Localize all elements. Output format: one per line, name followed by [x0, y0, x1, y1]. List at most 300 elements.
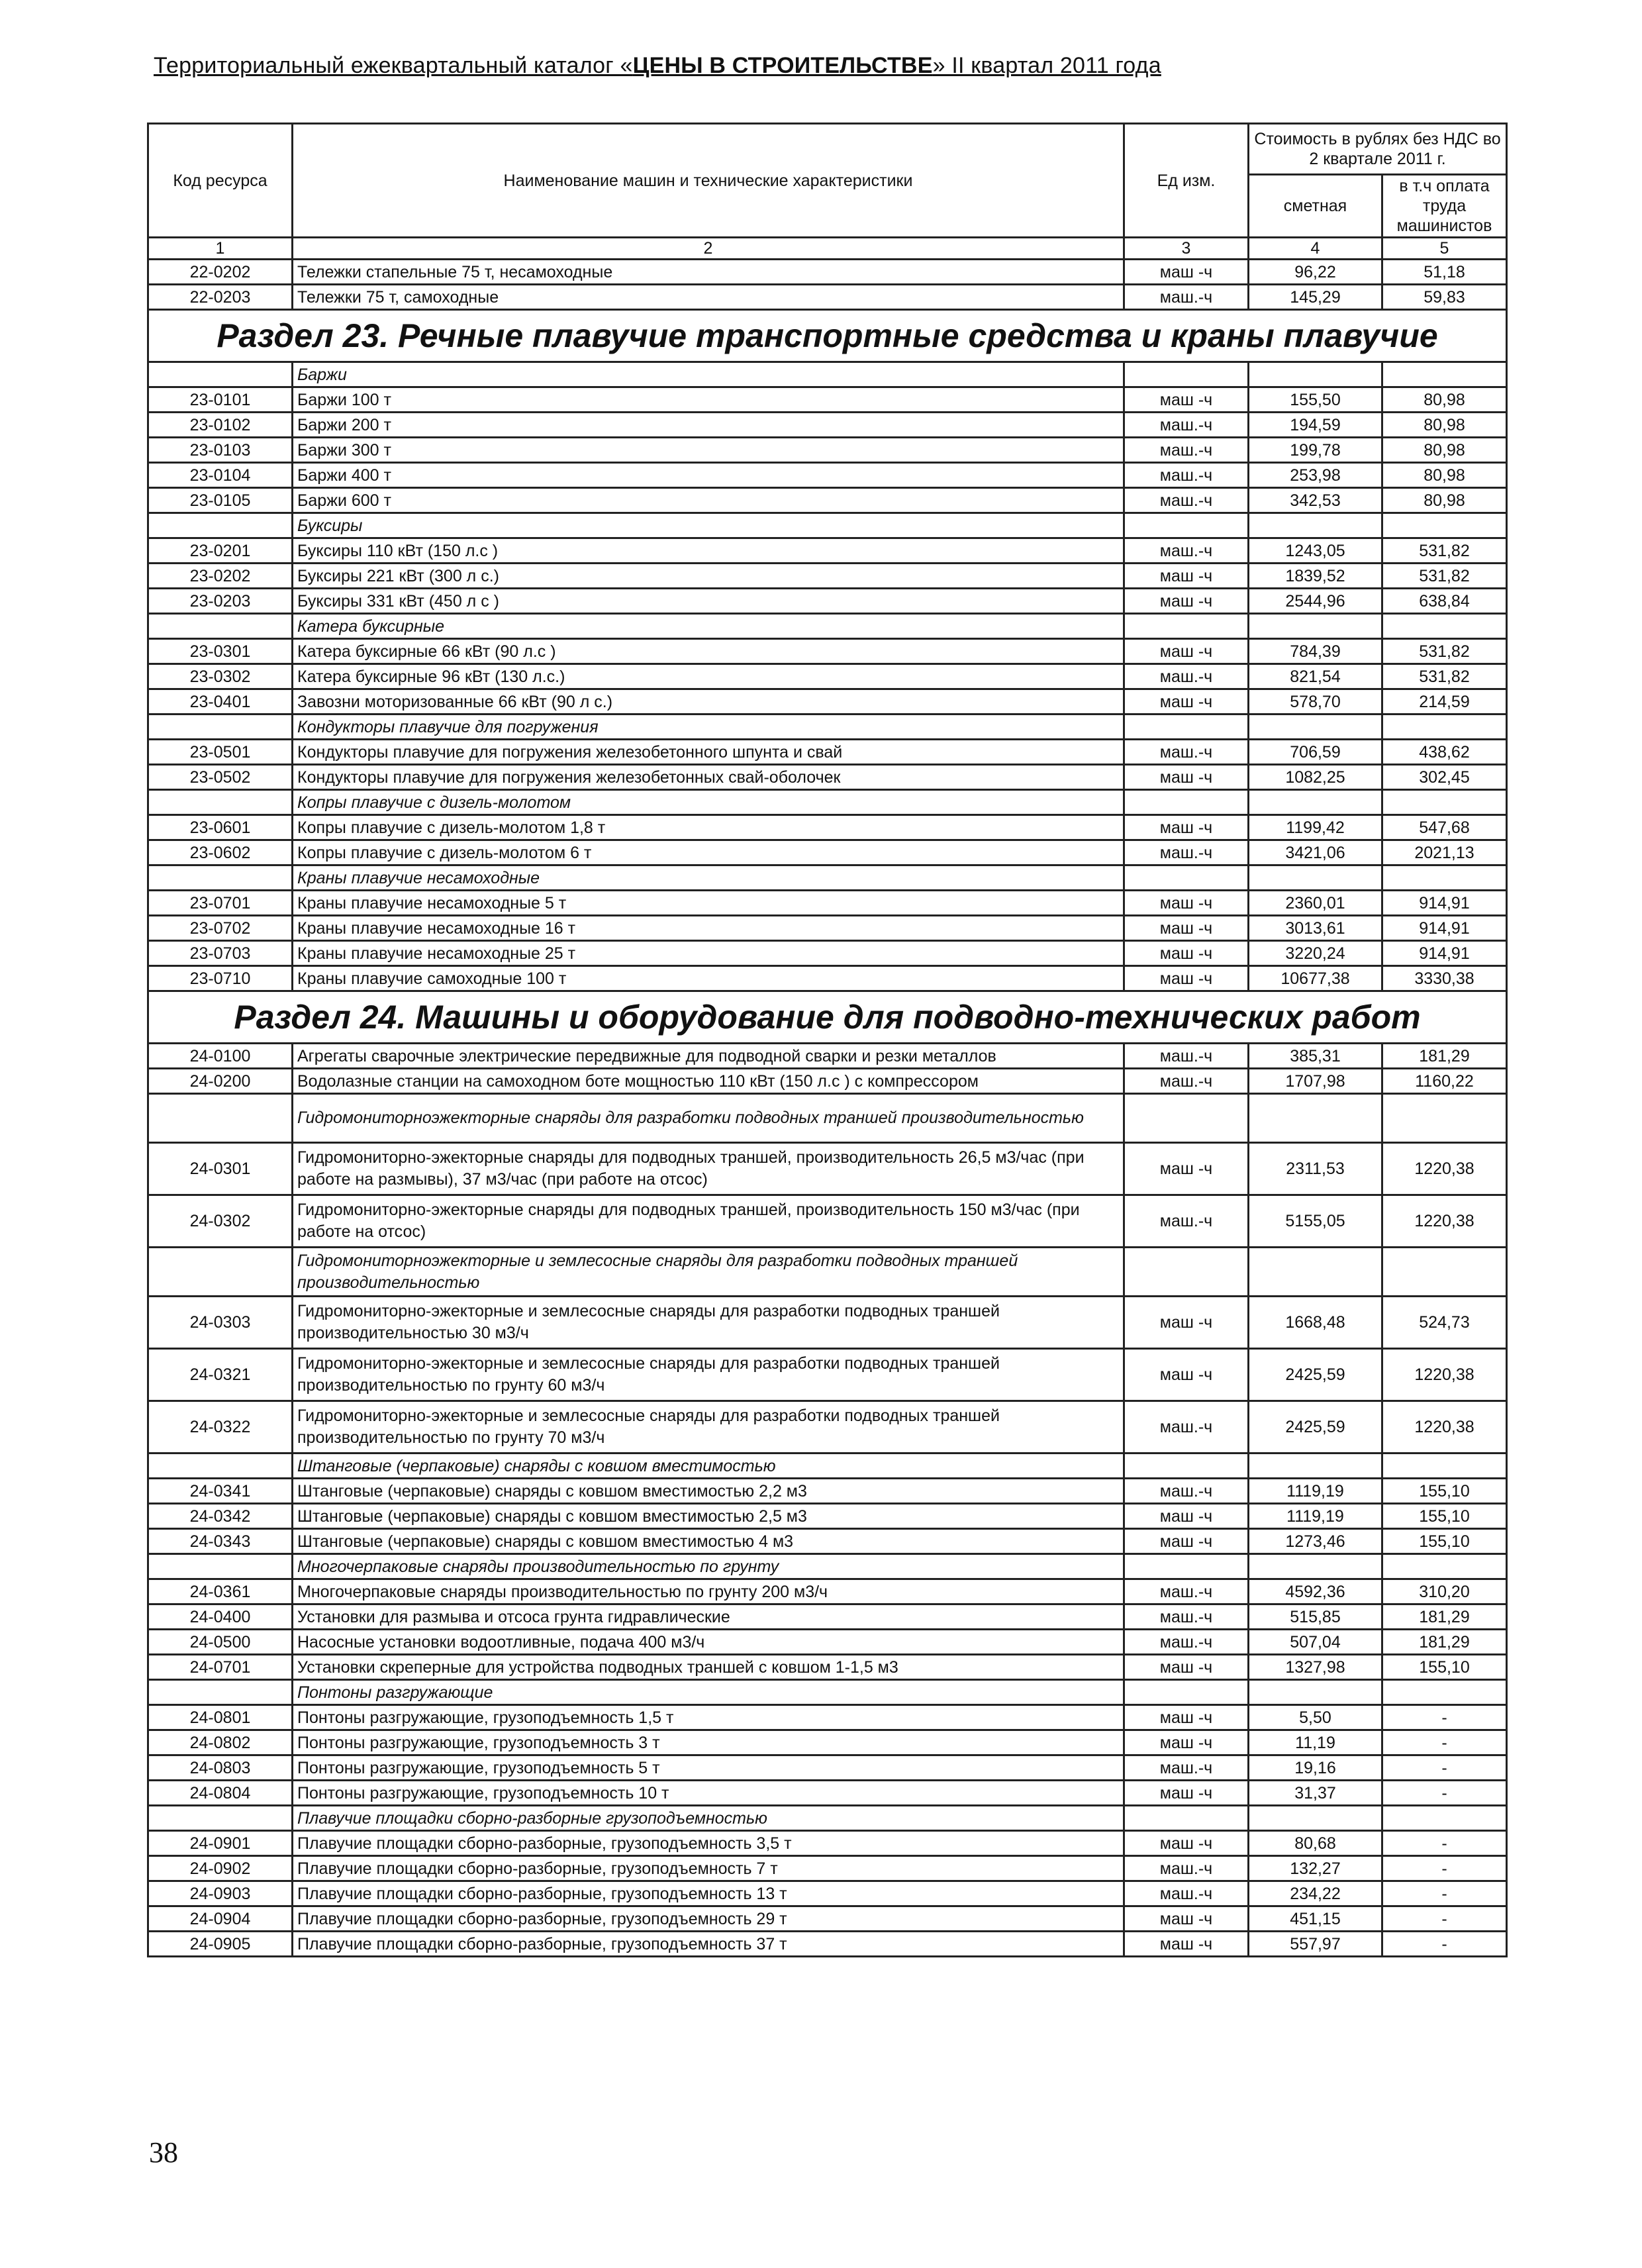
- unit-cell: маш -ч: [1124, 765, 1249, 790]
- code-cell: 23-0602: [148, 840, 293, 865]
- labor-cell: [1382, 865, 1507, 891]
- unit-cell: маш -ч: [1124, 1932, 1249, 1957]
- unit-cell: [1124, 1248, 1249, 1297]
- cost-cell: 342,53: [1249, 488, 1382, 513]
- code-cell: 23-0105: [148, 488, 293, 513]
- unit-cell: [1124, 614, 1249, 639]
- cost-cell: [1249, 790, 1382, 815]
- cost-cell: 1119,19: [1249, 1479, 1382, 1504]
- table-row: [148, 1195, 1507, 1248]
- name-cell: Баржи 400 т: [293, 463, 1124, 488]
- cost-cell: 507,04: [1249, 1630, 1382, 1655]
- cost-cell: [1249, 1454, 1382, 1479]
- unit-cell: маш.-ч: [1124, 740, 1249, 765]
- name-cell: Буксиры 221 кВт (300 л с.): [293, 564, 1124, 589]
- labor-cell: 80,98: [1382, 413, 1507, 438]
- cost-cell: 11,19: [1249, 1730, 1382, 1755]
- table-row: [148, 387, 1507, 413]
- name-cell: Установки скреперные для устройства подводных траншей с ковшом 1-1,5 м3: [293, 1655, 1124, 1680]
- cost-cell: 1839,52: [1249, 564, 1382, 589]
- page-header: [154, 53, 1161, 79]
- name-cell: Штанговые (черпаковые) снаряды с ковшом вместимостью 4 м3: [293, 1529, 1124, 1554]
- table-row: [148, 1630, 1507, 1655]
- code-cell: 23-0202: [148, 564, 293, 589]
- table-row: [148, 1906, 1507, 1932]
- name-cell: Копры плавучие с дизель-молотом 1,8 т: [293, 815, 1124, 840]
- group-title: Катера буксирные: [293, 614, 1124, 639]
- table-row: [148, 941, 1507, 966]
- labor-cell: 181,29: [1382, 1630, 1507, 1655]
- unit-cell: маш -ч: [1124, 815, 1249, 840]
- group-row: [148, 1454, 1507, 1479]
- cost-cell: 132,27: [1249, 1856, 1382, 1881]
- name-cell: Тележки 75 т, самоходные: [293, 285, 1124, 310]
- labor-cell: [1382, 1806, 1507, 1831]
- unit-cell: [1124, 1094, 1249, 1143]
- table-row: [148, 1755, 1507, 1781]
- unit-cell: маш -ч: [1124, 941, 1249, 966]
- labor-cell: 2021,13: [1382, 840, 1507, 865]
- code-cell: 23-0102: [148, 413, 293, 438]
- table-row: [148, 765, 1507, 790]
- name-cell: Понтоны разгружающие, грузоподъемность 3 т: [293, 1730, 1124, 1755]
- group-row: [148, 1680, 1507, 1705]
- name-cell: Кондукторы плавучие для погружения железобетонного шпунта и свай: [293, 740, 1124, 765]
- cost-cell: 2425,59: [1249, 1401, 1382, 1454]
- cost-cell: 1243,05: [1249, 538, 1382, 564]
- code-cell: [148, 1680, 293, 1705]
- unit-cell: [1124, 1554, 1249, 1579]
- cost-cell: 31,37: [1249, 1781, 1382, 1806]
- cost-cell: [1249, 614, 1382, 639]
- labor-cell: 155,10: [1382, 1529, 1507, 1554]
- code-cell: 23-0501: [148, 740, 293, 765]
- unit-cell: маш -ч: [1124, 966, 1249, 991]
- unit-cell: маш -ч: [1124, 1655, 1249, 1680]
- column-number-row: [148, 238, 1507, 260]
- name-cell: Кондукторы плавучие для погружения железобетонных свай-оболочек: [293, 765, 1124, 790]
- code-cell: [148, 614, 293, 639]
- labor-cell: 1220,38: [1382, 1401, 1507, 1454]
- group-title: Копры плавучие с дизель-молотом: [293, 790, 1124, 815]
- code-cell: 23-0710: [148, 966, 293, 991]
- code-cell: [148, 513, 293, 538]
- table-row: [148, 1856, 1507, 1881]
- cost-cell: 3421,06: [1249, 840, 1382, 865]
- labor-cell: -: [1382, 1906, 1507, 1932]
- code-cell: 23-0401: [148, 689, 293, 715]
- table-row: [148, 1069, 1507, 1094]
- col-estimated-header: сметная: [1249, 175, 1382, 238]
- cost-cell: 1273,46: [1249, 1529, 1382, 1554]
- code-cell: [148, 362, 293, 387]
- table-row: [148, 1730, 1507, 1755]
- code-cell: 24-0322: [148, 1401, 293, 1454]
- code-cell: 24-0903: [148, 1881, 293, 1906]
- unit-cell: маш.-ч: [1124, 1401, 1249, 1454]
- name-cell: Плавучие площадки сборно-разборные, грузоподъемность 3,5 т: [293, 1831, 1124, 1856]
- unit-cell: [1124, 1680, 1249, 1705]
- labor-cell: [1382, 1680, 1507, 1705]
- cost-cell: [1249, 1554, 1382, 1579]
- page-number: 38: [149, 2136, 178, 2169]
- cost-cell: 515,85: [1249, 1604, 1382, 1630]
- unit-cell: [1124, 1806, 1249, 1831]
- unit-cell: маш.-ч: [1124, 1755, 1249, 1781]
- labor-cell: [1382, 362, 1507, 387]
- table-row: [148, 285, 1507, 310]
- code-cell: 24-0803: [148, 1755, 293, 1781]
- group-title: Многочерпаковые снаряды производительностью по грунту: [293, 1554, 1124, 1579]
- labor-cell: 80,98: [1382, 438, 1507, 463]
- code-cell: 24-0361: [148, 1579, 293, 1604]
- cost-cell: 80,68: [1249, 1831, 1382, 1856]
- section-row: [148, 991, 1507, 1044]
- code-cell: 23-0701: [148, 891, 293, 916]
- table-row: [148, 1604, 1507, 1630]
- unit-cell: маш.-ч: [1124, 1856, 1249, 1881]
- name-cell: Плавучие площадки сборно-разборные, грузоподъемность 29 т: [293, 1906, 1124, 1932]
- code-cell: [148, 1248, 293, 1297]
- table-row: [148, 840, 1507, 865]
- labor-cell: 80,98: [1382, 387, 1507, 413]
- name-cell: Плавучие площадки сборно-разборные, грузоподъемность 37 т: [293, 1932, 1124, 1957]
- cost-cell: [1249, 513, 1382, 538]
- table-row: [148, 589, 1507, 614]
- cost-cell: [1249, 362, 1382, 387]
- cost-cell: 578,70: [1249, 689, 1382, 715]
- code-cell: 24-0303: [148, 1297, 293, 1349]
- cost-cell: 821,54: [1249, 664, 1382, 689]
- cost-cell: [1249, 865, 1382, 891]
- cost-cell: 1707,98: [1249, 1069, 1382, 1094]
- labor-cell: [1382, 1094, 1507, 1143]
- cost-cell: 253,98: [1249, 463, 1382, 488]
- labor-cell: 155,10: [1382, 1479, 1507, 1504]
- cost-cell: 155,50: [1249, 387, 1382, 413]
- table-row: [148, 564, 1507, 589]
- table-row: [148, 1143, 1507, 1195]
- table-row: [148, 1479, 1507, 1504]
- cost-cell: 385,31: [1249, 1044, 1382, 1069]
- code-cell: 24-0302: [148, 1195, 293, 1248]
- labor-cell: [1382, 1248, 1507, 1297]
- unit-cell: маш -ч: [1124, 1831, 1249, 1856]
- labor-cell: 914,91: [1382, 916, 1507, 941]
- code-cell: 24-0400: [148, 1604, 293, 1630]
- table-row: [148, 815, 1507, 840]
- unit-cell: маш -ч: [1124, 1529, 1249, 1554]
- unit-cell: маш.-ч: [1124, 285, 1249, 310]
- name-cell: Баржи 600 т: [293, 488, 1124, 513]
- unit-cell: маш.-ч: [1124, 1579, 1249, 1604]
- table-row: [148, 1932, 1507, 1957]
- code-cell: [148, 1454, 293, 1479]
- code-cell: 24-0804: [148, 1781, 293, 1806]
- cost-cell: 1082,25: [1249, 765, 1382, 790]
- group-title: Кондукторы плавучие для погружения: [293, 715, 1124, 740]
- unit-cell: [1124, 715, 1249, 740]
- code-cell: 23-0702: [148, 916, 293, 941]
- name-cell: Тележки стапельные 75 т, несамоходные: [293, 260, 1124, 285]
- cost-cell: 1199,42: [1249, 815, 1382, 840]
- code-cell: 24-0200: [148, 1069, 293, 1094]
- name-cell: Водолазные станции на самоходном боте мощностью 110 кВт (150 л.с ) с компрессором: [293, 1069, 1124, 1094]
- code-cell: 23-0203: [148, 589, 293, 614]
- cost-cell: 451,15: [1249, 1906, 1382, 1932]
- labor-cell: 638,84: [1382, 589, 1507, 614]
- cost-cell: 19,16: [1249, 1755, 1382, 1781]
- code-cell: 22-0202: [148, 260, 293, 285]
- code-cell: 24-0342: [148, 1504, 293, 1529]
- unit-cell: [1124, 1454, 1249, 1479]
- cost-cell: 784,39: [1249, 639, 1382, 664]
- col-name-header: Наименование машин и технические характеристики: [293, 124, 1124, 238]
- labor-cell: -: [1382, 1781, 1507, 1806]
- name-cell: Понтоны разгружающие, грузоподъемность 1,5 т: [293, 1705, 1124, 1730]
- col-number: 4: [1249, 238, 1382, 260]
- name-cell: Многочерпаковые снаряды производительностью по грунту 200 м3/ч: [293, 1579, 1124, 1604]
- labor-cell: -: [1382, 1831, 1507, 1856]
- name-cell: Установки для размыва и отсоса грунта гидравлические: [293, 1604, 1124, 1630]
- code-cell: 24-0343: [148, 1529, 293, 1554]
- unit-cell: маш -ч: [1124, 1504, 1249, 1529]
- labor-cell: 80,98: [1382, 488, 1507, 513]
- labor-cell: [1382, 513, 1507, 538]
- table-row: [148, 1044, 1507, 1069]
- name-cell: Буксиры 110 кВт (150 л.с ): [293, 538, 1124, 564]
- cost-cell: 10677,38: [1249, 966, 1382, 991]
- code-cell: 24-0801: [148, 1705, 293, 1730]
- table-row: [148, 966, 1507, 991]
- unit-cell: [1124, 865, 1249, 891]
- unit-cell: маш -ч: [1124, 387, 1249, 413]
- table-row: [148, 1705, 1507, 1730]
- unit-cell: маш.-ч: [1124, 1479, 1249, 1504]
- code-cell: 23-0703: [148, 941, 293, 966]
- unit-cell: [1124, 362, 1249, 387]
- unit-cell: маш.-ч: [1124, 1630, 1249, 1655]
- table-row: [148, 1504, 1507, 1529]
- unit-cell: маш -ч: [1124, 1730, 1249, 1755]
- labor-cell: 914,91: [1382, 941, 1507, 966]
- code-cell: 23-0104: [148, 463, 293, 488]
- cost-cell: 199,78: [1249, 438, 1382, 463]
- cost-cell: 706,59: [1249, 740, 1382, 765]
- code-cell: 23-0301: [148, 639, 293, 664]
- name-cell: Гидромониторно-эжекторные снаряды для подводных траншей, производительность 150 м3/час (при работе на отсос): [293, 1195, 1124, 1248]
- table-row: [148, 664, 1507, 689]
- labor-cell: -: [1382, 1856, 1507, 1881]
- table-row: [148, 1881, 1507, 1906]
- name-cell: Гидромониторно-эжекторные и землесосные снаряды для разработки подводных траншей производительностью по грунту 70 м3/ч: [293, 1401, 1124, 1454]
- name-cell: Штанговые (черпаковые) снаряды с ковшом вместимостью 2,5 м3: [293, 1504, 1124, 1529]
- name-cell: Понтоны разгружающие, грузоподъемность 10 т: [293, 1781, 1124, 1806]
- unit-cell: маш -ч: [1124, 1906, 1249, 1932]
- unit-cell: маш -ч: [1124, 891, 1249, 916]
- code-cell: [148, 715, 293, 740]
- unit-cell: маш.-ч: [1124, 463, 1249, 488]
- name-cell: Гидромониторно-эжекторные и землесосные снаряды для разработки подводных траншей производительностью 30 м3/ч: [293, 1297, 1124, 1349]
- name-cell: Штанговые (черпаковые) снаряды с ковшом вместимостью 2,2 м3: [293, 1479, 1124, 1504]
- table-row: [148, 488, 1507, 513]
- name-cell: Буксиры 331 кВт (450 л с ): [293, 589, 1124, 614]
- table-row: [148, 916, 1507, 941]
- table-row: [148, 438, 1507, 463]
- labor-cell: [1382, 1554, 1507, 1579]
- group-title: Баржи: [293, 362, 1124, 387]
- unit-cell: маш.-ч: [1124, 1044, 1249, 1069]
- cost-cell: 194,59: [1249, 413, 1382, 438]
- code-cell: 24-0701: [148, 1655, 293, 1680]
- labor-cell: [1382, 715, 1507, 740]
- cost-cell: 1119,19: [1249, 1504, 1382, 1529]
- labor-cell: 531,82: [1382, 538, 1507, 564]
- group-row: [148, 715, 1507, 740]
- name-cell: Плавучие площадки сборно-разборные, грузоподъемность 7 т: [293, 1856, 1124, 1881]
- labor-cell: -: [1382, 1730, 1507, 1755]
- table-row: [148, 413, 1507, 438]
- table-row: [148, 891, 1507, 916]
- labor-cell: 310,20: [1382, 1579, 1507, 1604]
- header-suffix: » II квартал 2011 года: [932, 53, 1161, 78]
- group-row: [148, 513, 1507, 538]
- price-table: [147, 123, 1508, 1957]
- labor-cell: 531,82: [1382, 664, 1507, 689]
- group-row: [148, 1806, 1507, 1831]
- cost-cell: 557,97: [1249, 1932, 1382, 1957]
- group-row: [148, 1248, 1507, 1297]
- table-row: [148, 538, 1507, 564]
- header-row: [148, 124, 1507, 175]
- labor-cell: 531,82: [1382, 564, 1507, 589]
- unit-cell: маш.-ч: [1124, 1604, 1249, 1630]
- cost-cell: 145,29: [1249, 285, 1382, 310]
- code-cell: 24-0321: [148, 1349, 293, 1401]
- table-row: [148, 1655, 1507, 1680]
- unit-cell: маш.-ч: [1124, 488, 1249, 513]
- group-row: [148, 362, 1507, 387]
- cost-cell: 234,22: [1249, 1881, 1382, 1906]
- unit-cell: маш.-ч: [1124, 1881, 1249, 1906]
- labor-cell: 914,91: [1382, 891, 1507, 916]
- group-title: Плавучие площадки сборно-разборные грузоподъемностью: [293, 1806, 1124, 1831]
- unit-cell: [1124, 513, 1249, 538]
- unit-cell: маш.-ч: [1124, 1069, 1249, 1094]
- group-title: Буксиры: [293, 513, 1124, 538]
- code-cell: 24-0901: [148, 1831, 293, 1856]
- cost-cell: [1249, 715, 1382, 740]
- unit-cell: маш.-ч: [1124, 438, 1249, 463]
- table-row: [148, 463, 1507, 488]
- cost-cell: 3013,61: [1249, 916, 1382, 941]
- labor-cell: [1382, 614, 1507, 639]
- unit-cell: маш -ч: [1124, 689, 1249, 715]
- labor-cell: 80,98: [1382, 463, 1507, 488]
- labor-cell: 302,45: [1382, 765, 1507, 790]
- cost-cell: 5155,05: [1249, 1195, 1382, 1248]
- labor-cell: 214,59: [1382, 689, 1507, 715]
- table-row: [148, 1781, 1507, 1806]
- group-title: Гидромониторноэжекторные и землесосные снаряды для разработки подводных траншей производительностью: [293, 1248, 1124, 1297]
- unit-cell: маш.-ч: [1124, 840, 1249, 865]
- name-cell: Баржи 300 т: [293, 438, 1124, 463]
- code-cell: 24-0100: [148, 1044, 293, 1069]
- unit-cell: маш -ч: [1124, 916, 1249, 941]
- code-cell: 23-0302: [148, 664, 293, 689]
- code-cell: [148, 1554, 293, 1579]
- code-cell: 23-0201: [148, 538, 293, 564]
- group-row: [148, 1094, 1507, 1143]
- header-title: ЦЕНЫ В СТРОИТЕЛЬСТВЕ: [632, 53, 933, 78]
- code-cell: [148, 865, 293, 891]
- table-row: [148, 1349, 1507, 1401]
- labor-cell: 547,68: [1382, 815, 1507, 840]
- labor-cell: -: [1382, 1755, 1507, 1781]
- cost-cell: 3220,24: [1249, 941, 1382, 966]
- unit-cell: маш -ч: [1124, 564, 1249, 589]
- name-cell: Завозни моторизованные 66 кВт (90 л с.): [293, 689, 1124, 715]
- code-cell: [148, 1806, 293, 1831]
- name-cell: Краны плавучие несамоходные 25 т: [293, 941, 1124, 966]
- unit-cell: маш -ч: [1124, 589, 1249, 614]
- code-cell: 24-0341: [148, 1479, 293, 1504]
- labor-cell: 51,18: [1382, 260, 1507, 285]
- name-cell: Понтоны разгружающие, грузоподъемность 5 т: [293, 1755, 1124, 1781]
- col-unit-header: Ед изм.: [1124, 124, 1249, 238]
- labor-cell: [1382, 790, 1507, 815]
- labor-cell: 531,82: [1382, 639, 1507, 664]
- col-cost-group-header: Стоимость в рублях без НДС во 2 квартале 2011 г.: [1249, 124, 1507, 175]
- name-cell: Краны плавучие несамоходные 5 т: [293, 891, 1124, 916]
- table-row: [148, 689, 1507, 715]
- cost-cell: 2544,96: [1249, 589, 1382, 614]
- labor-cell: 3330,38: [1382, 966, 1507, 991]
- cost-cell: 2311,53: [1249, 1143, 1382, 1195]
- code-cell: 23-0103: [148, 438, 293, 463]
- group-row: [148, 614, 1507, 639]
- cost-cell: 1668,48: [1249, 1297, 1382, 1349]
- table-row: [148, 740, 1507, 765]
- cost-cell: [1249, 1094, 1382, 1143]
- unit-cell: маш -ч: [1124, 260, 1249, 285]
- unit-cell: маш.-ч: [1124, 664, 1249, 689]
- group-title: Гидромониторноэжекторные снаряды для разработки подводных траншей производительностью: [293, 1094, 1124, 1143]
- table-row: [148, 1529, 1507, 1554]
- name-cell: Катера буксирные 66 кВт (90 л.с ): [293, 639, 1124, 664]
- col-code-header: Код ресурса: [148, 124, 293, 238]
- group-row: [148, 1554, 1507, 1579]
- labor-cell: 1160,22: [1382, 1069, 1507, 1094]
- labor-cell: 1220,38: [1382, 1195, 1507, 1248]
- code-cell: 24-0500: [148, 1630, 293, 1655]
- col-number: 1: [148, 238, 293, 260]
- code-cell: [148, 790, 293, 815]
- unit-cell: маш.-ч: [1124, 538, 1249, 564]
- labor-cell: 1220,38: [1382, 1349, 1507, 1401]
- cost-cell: [1249, 1248, 1382, 1297]
- name-cell: Агрегаты сварочные электрические передвижные для подводной сварки и резки металлов: [293, 1044, 1124, 1069]
- code-cell: 23-0502: [148, 765, 293, 790]
- code-cell: 24-0902: [148, 1856, 293, 1881]
- section-row: [148, 310, 1507, 362]
- group-title: Краны плавучие несамоходные: [293, 865, 1124, 891]
- name-cell: Баржи 200 т: [293, 413, 1124, 438]
- unit-cell: маш -ч: [1124, 1781, 1249, 1806]
- unit-cell: маш -ч: [1124, 1297, 1249, 1349]
- unit-cell: маш -ч: [1124, 639, 1249, 664]
- code-cell: 24-0802: [148, 1730, 293, 1755]
